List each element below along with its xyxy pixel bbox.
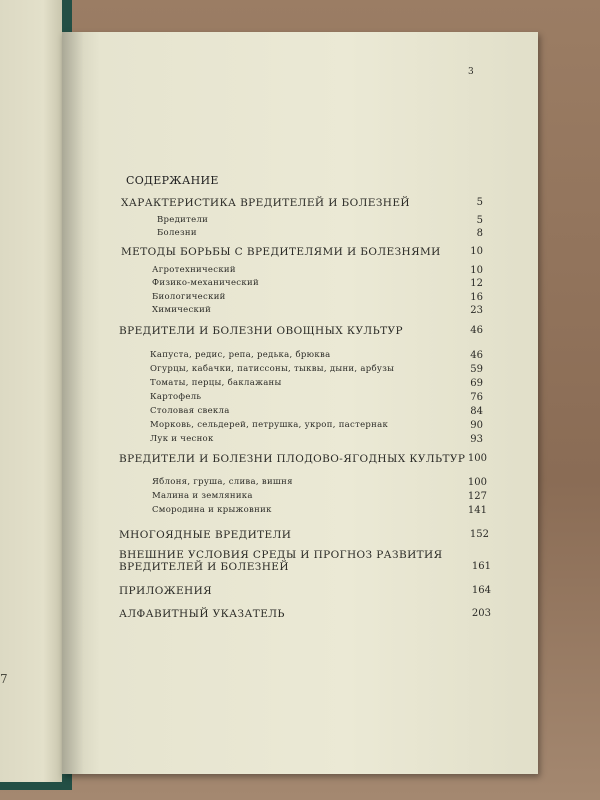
item-label: Агротехнический [152, 265, 236, 275]
section-page: 10 [470, 246, 483, 257]
item-label: Биологический [152, 292, 226, 302]
left-page-number: 7 [0, 672, 8, 686]
item-label: Морковь, сельдерей, петрушка, укроп, пастернак [150, 420, 389, 430]
left-page [0, 0, 62, 782]
item-label: Капуста, редис, репа, редька, брюква [150, 350, 331, 360]
item-page: 12 [470, 278, 483, 289]
item-label: Малина и земляника [152, 491, 253, 501]
item-page: 23 [470, 305, 483, 316]
section-page: 203 [471, 608, 491, 619]
item-label: Огурцы, кабачки, патиссоны, тыквы, дыни, арбузы [150, 364, 395, 374]
section-title: МНОГОЯДНЫЕ ВРЕДИТЕЛИ [119, 529, 292, 541]
item-label: Лук и чеснок [150, 434, 214, 444]
section-title: ВНЕШНИЕ УСЛОВИЯ СРЕДЫ И ПРОГНОЗ РАЗВИТИЯ [119, 549, 443, 561]
section-page: 100 [467, 453, 487, 464]
section-title: ПРИЛОЖЕНИЯ [119, 585, 213, 597]
item-label: Химический [152, 305, 212, 315]
item-label: Болезни [157, 228, 197, 238]
item-page: 84 [470, 406, 483, 417]
item-label: Физико-механический [152, 278, 259, 288]
item-page: 46 [470, 350, 483, 361]
section-page: 46 [470, 325, 483, 336]
item-page: 93 [470, 434, 483, 445]
spine-shadow [62, 32, 84, 774]
section-title: ВРЕДИТЕЛИ И БОЛЕЗНИ ОВОЩНЫХ КУЛЬТУР [119, 325, 403, 337]
item-page: 8 [476, 228, 483, 239]
item-label: Яблоня, груша, слива, вишня [152, 477, 293, 487]
item-page: 141 [467, 505, 487, 516]
item-label: Картофель [150, 392, 202, 402]
item-label: Столовая свекла [150, 406, 230, 416]
item-page: 76 [470, 392, 483, 403]
page-number: 3 [468, 67, 474, 77]
item-label: Вредители [157, 215, 209, 225]
item-page: 100 [467, 477, 487, 488]
right-page [62, 32, 538, 774]
section-page: 152 [469, 529, 489, 540]
section-title: ХАРАКТЕРИСТИКА ВРЕДИТЕЛЕЙ И БОЛЕЗНЕЙ [121, 197, 410, 209]
item-page: 90 [470, 420, 483, 431]
section-title-continued: ВРЕДИТЕЛЕЙ И БОЛЕЗНЕЙ [119, 561, 289, 573]
section-page: 161 [471, 561, 491, 572]
item-page: 10 [470, 265, 483, 276]
item-page: 5 [476, 215, 483, 226]
item-label: Томаты, перцы, баклажаны [150, 378, 282, 388]
item-page: 69 [470, 378, 483, 389]
section-title: АЛФАВИТНЫЙ УКАЗАТЕЛЬ [119, 608, 285, 620]
section-title: ВРЕДИТЕЛИ И БОЛЕЗНИ ПЛОДОВО-ЯГОДНЫХ КУЛЬТУР [119, 453, 466, 465]
page-title: СОДЕРЖАНИЕ [126, 174, 219, 187]
item-page: 16 [470, 292, 483, 303]
section-page: 5 [476, 197, 483, 208]
item-label: Смородина и крыжовник [152, 505, 272, 515]
section-title: МЕТОДЫ БОРЬБЫ С ВРЕДИТЕЛЯМИ И БОЛЕЗНЯМИ [121, 246, 441, 258]
item-page: 59 [470, 364, 483, 375]
item-page: 127 [467, 491, 487, 502]
section-page: 164 [471, 585, 491, 596]
